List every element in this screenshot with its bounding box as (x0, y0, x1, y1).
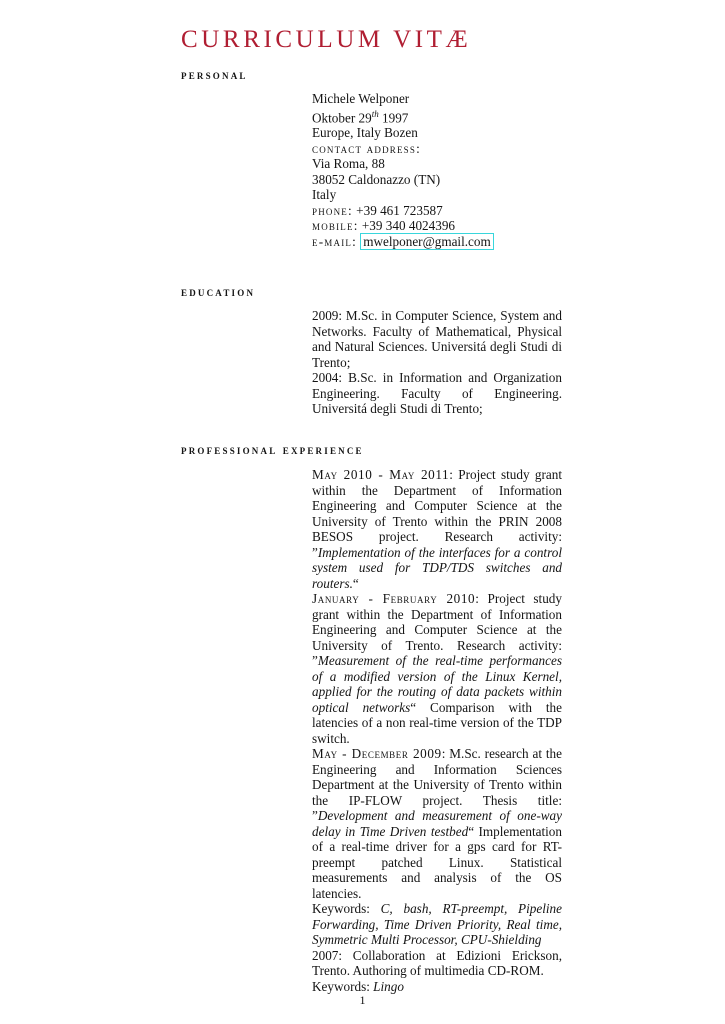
personal-details (312, 91, 562, 249)
keywords-label: Keywords: (312, 978, 374, 994)
experience-tail: “ (352, 575, 359, 591)
page-number: 1 (359, 993, 366, 1007)
address-line: 38052 Caldonazzo (TN) (312, 171, 441, 187)
contact-address-label: contact address: (312, 140, 421, 156)
full-name: Michele Welponer (312, 91, 410, 106)
section-heading-personal: personal (181, 68, 248, 82)
experience-date: May 2010 - May 2011 (312, 467, 450, 482)
birth-place: Europe, Italy Bozen (312, 125, 418, 141)
mobile-value: +39 340 4024396 (358, 218, 456, 234)
mobile-line (312, 218, 562, 234)
email-link[interactable]: mwelponer@gmail.com (360, 233, 494, 250)
experience-keywords (312, 979, 562, 995)
keywords-value: Lingo (373, 978, 404, 994)
email-label: e-mail: (312, 233, 357, 249)
education-item: 2004: B.Sc. in Information and Organization Engineering. Faculty of Engineering. Universitá degli Studi di Trento; (312, 370, 562, 416)
keywords-value: C, bash, RT-preempt, Pipeline Forwarding, Time Driven Priority, Real time, Symmetric Multi Processor, CPU-Shielding (312, 901, 562, 947)
birth-suffix: th (371, 108, 379, 119)
birth-date (312, 107, 562, 126)
birth-month: Oktober 29 (312, 109, 372, 125)
experience-tail: “ Implementation of a real-time driver for a gps card for RT-preempt patched Linux. Statistical measurements and analysis of the OS latencies. (312, 823, 562, 901)
experience-item (312, 746, 562, 901)
keywords-label: Keywords: (312, 901, 381, 916)
experience-item (312, 591, 562, 746)
education-item: 2009: M.Sc. in Computer Science, System and Networks. Faculty of Mathematical, Physical and Natural Sciences. Universitá degli Studi di Trento; (312, 308, 562, 370)
email-line (312, 234, 562, 250)
birth-year: 1997 (378, 109, 409, 125)
experience-text: : M.Sc. research at the Engineering and Information Sciences Department at the University of Trento within the IP-FLOW project. Thesis title: ” (312, 746, 562, 823)
experience-date: May - December 2009 (312, 746, 442, 761)
experience-italic: Implementation of the interfaces for a control system used for TDP/TDS switches and routers. (312, 544, 562, 591)
experience-item (312, 467, 562, 591)
experience-item (312, 948, 562, 979)
address-line: Via Roma, 88 (312, 156, 385, 172)
experience-text: : Project study grant within the Department of Information Engineering and Computer Science at the University of Trento within the PRIN 2008 BESOS project. Research activity: ” (312, 467, 562, 560)
experience-list (312, 467, 562, 994)
education-list (312, 308, 562, 417)
phone-value: +39 461 723587 (352, 202, 443, 218)
experience-date: 2007 (312, 947, 339, 963)
experience-italic: Measurement of the real-time performances of a modified version of the Linux Kernel, applied for the routing of data packets within optical networks (312, 653, 562, 715)
experience-keywords (312, 901, 562, 948)
document-title: CURRICULUM VITÆ (181, 26, 472, 53)
experience-date: January - February 2010 (312, 591, 476, 606)
mobile-label: mobile: (312, 218, 359, 234)
experience-tail: “ Comparison with the latencies of a non real-time version of the TDP switch. (312, 699, 562, 746)
experience-text: : Project study grant within the Department of Information Engineering and Computer Science at the University of Trento. Research activity: ” (312, 591, 562, 668)
address-line: Italy (312, 187, 337, 203)
experience-text: : Collaboration at Edizioni Erickson, Trento. Authoring of multimedia CD-ROM. (312, 947, 562, 978)
section-heading-experience: professional experience (181, 443, 364, 457)
section-heading-education: education (181, 285, 256, 299)
phone-line (312, 203, 562, 219)
phone-label: phone: (312, 202, 353, 218)
experience-italic: Development and measurement of one-way delay in Time Driven testbed (312, 808, 562, 839)
